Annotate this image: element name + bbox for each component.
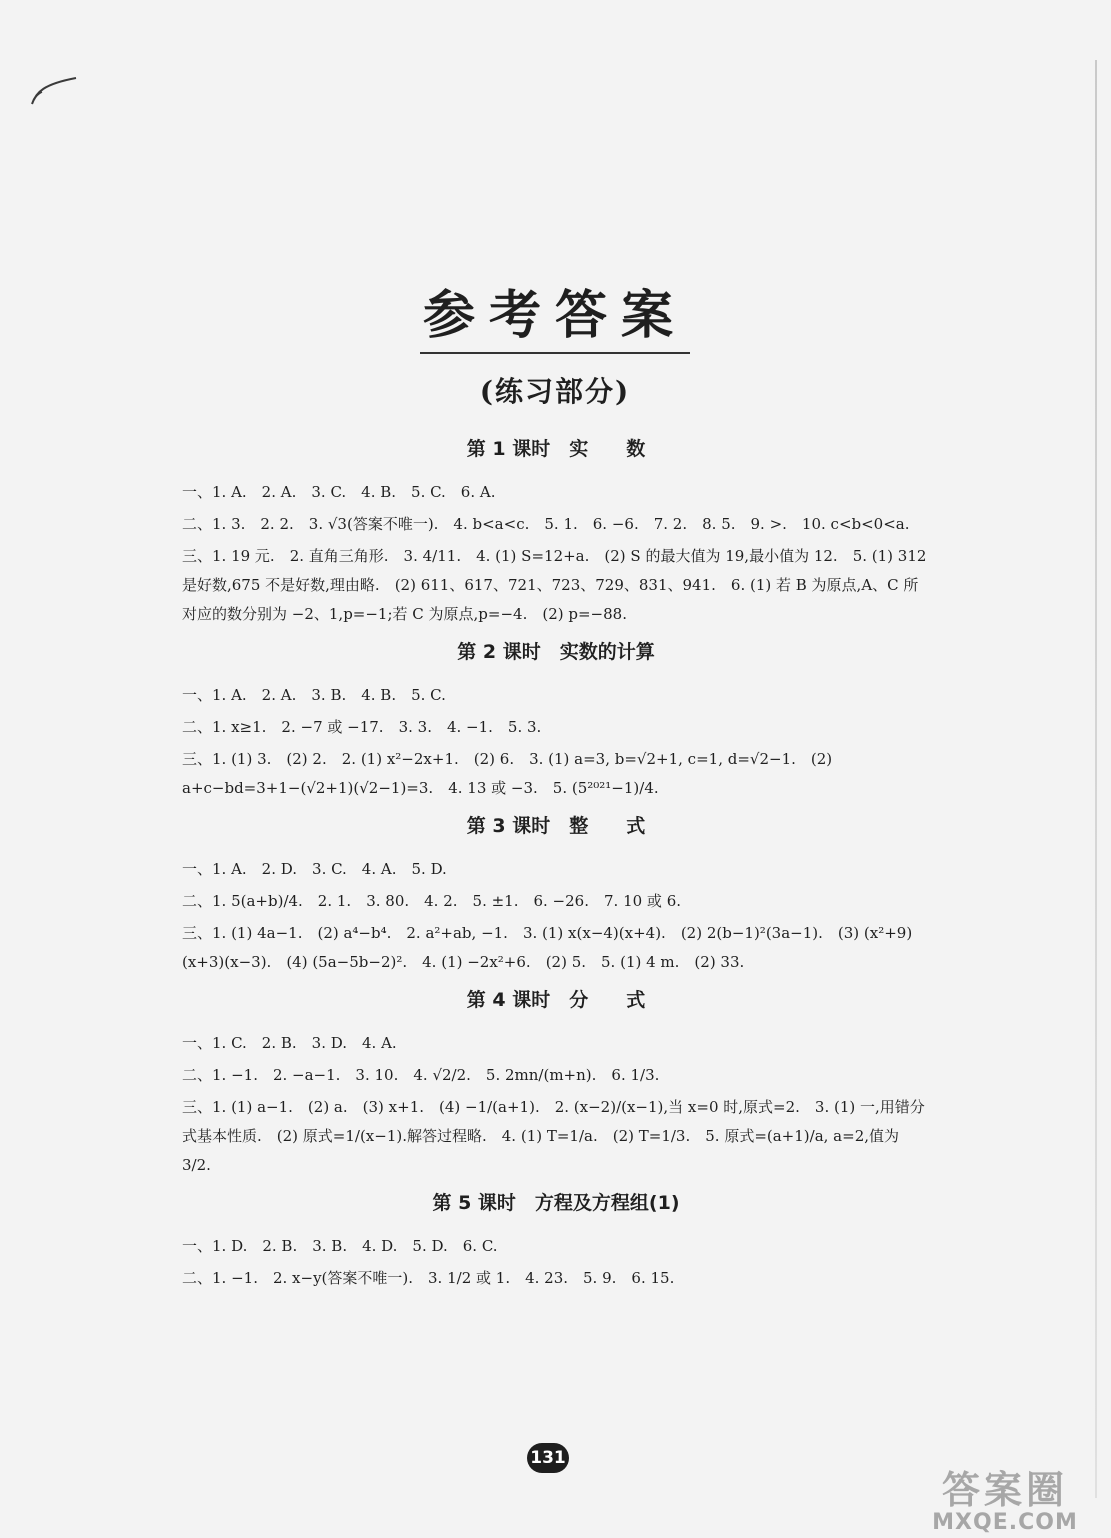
lesson-4-part-2: 二、1. −1. 2. −a−1. 3. 10. 4. √2/2. 5. 2mn/(m+n). 6. 1/3. <box>182 1066 660 1084</box>
lesson-3-part-1: 一、1. A. 2. D. 3. C. 4. A. 5. D. <box>182 860 447 878</box>
lesson-4-heading: 第 4 课时 分 式 <box>466 989 646 1011</box>
lesson-2-heading: 第 2 课时 实数的计算 <box>457 641 655 663</box>
watermark-bottom-text: MXQE.COM <box>932 1510 1078 1535</box>
lesson-3-part-3: 三、1. (1) 4a−1. (2) a⁴−b⁴. 2. a²+ab, −1. 3. (1) x(x−4)(x+4). (2) 2(b−1)²(3a−1). (3) (x²+9)(x+3)(x−3). (4) (5a−5b−2)². 4. (1) −2x²+6. (2) 5. 5. (1) 4 m. (2) 33. <box>182 924 913 971</box>
lesson-4-part-3: 三、1. (1) a−1. (2) a. (3) x+1. (4) −1/(a+1). 2. (x−2)/(x−1),当 x=0 时,原式=2. 3. (1) 一,用错分式基本性质. (2) 原式=1/(x−1).解答过程略. 4. (1) T=1/a. (2) T=1/3. 5. 原式=(a+1)/a, a=2,值为 3/2. <box>182 1098 925 1174</box>
lesson-5-heading: 第 5 课时 方程及方程组(1) <box>432 1192 680 1214</box>
page-subtitle: (练习部分) <box>479 375 631 408</box>
lesson-1-part-1: 一、1. A. 2. A. 3. C. 4. B. 5. C. 6. A. <box>182 483 496 501</box>
lesson-1-heading: 第 1 课时 实 数 <box>466 438 646 460</box>
lesson-3-heading: 第 3 课时 整 式 <box>466 815 646 837</box>
lesson-5-part-2: 二、1. −1. 2. x−y(答案不唯一). 3. 1/2 或 1. 4. 23. 5. 9. 6. 15. <box>182 1269 675 1287</box>
lesson-3-part-2: 二、1. 5(a+b)/4. 2. 1. 3. 80. 4. 2. 5. ±1. 6. −26. 7. 10 或 6. <box>182 892 682 910</box>
pen-scratch-mark <box>30 74 80 106</box>
watermark-top-text: 答案圈 <box>941 1468 1068 1512</box>
title-block <box>420 284 690 410</box>
page-edge <box>1095 60 1097 1498</box>
lesson-2-part-2: 二、1. x≥1. 2. −7 或 −17. 3. 3. 4. −1. 5. 3. <box>182 718 542 736</box>
lesson-5-part-1: 一、1. D. 2. B. 3. B. 4. D. 5. D. 6. C. <box>182 1237 498 1255</box>
lesson-2-part-3: 三、1. (1) 3. (2) 2. 2. (1) x²−2x+1. (2) 6. 3. (1) a=3, b=√2+1, c=1, d=√2−1. (2) a+c−bd=3+1−(√2+1)(√2−1)=3. 4. 13 或 −3. 5. (5²⁰²¹−1)/4. <box>182 750 833 797</box>
watermark-logo <box>905 1470 1105 1535</box>
page-title: 参考答案 <box>420 284 690 354</box>
lesson-2-part-1: 一、1. A. 2. A. 3. B. 4. B. 5. C. <box>182 686 446 704</box>
lesson-1-part-3: 三、1. 19 元. 2. 直角三角形. 3. 4/11. 4. (1) S=12+a. (2) S 的最大值为 19,最小值为 12. 5. (1) 312 是好数,675 不是好数,理由略. (2) 611、617、721、723、729、831、941. 6. (1) 若 B 为原点,A、C 所对应的数分别为 −2、1,p=−1;若 C 为原点,p=−4. (2) p=−88. <box>182 547 927 623</box>
page-number-badge: 131 <box>527 1443 569 1473</box>
lesson-4-part-1: 一、1. C. 2. B. 3. D. 4. A. <box>182 1034 397 1052</box>
lesson-1-part-2: 二、1. 3. 2. 2. 3. √3(答案不唯一). 4. b<a<c. 5. 1. 6. −6. 7. 2. 8. 5. 9. >. 10. c<b<0<a. <box>182 515 910 533</box>
answer-content <box>182 426 930 1296</box>
